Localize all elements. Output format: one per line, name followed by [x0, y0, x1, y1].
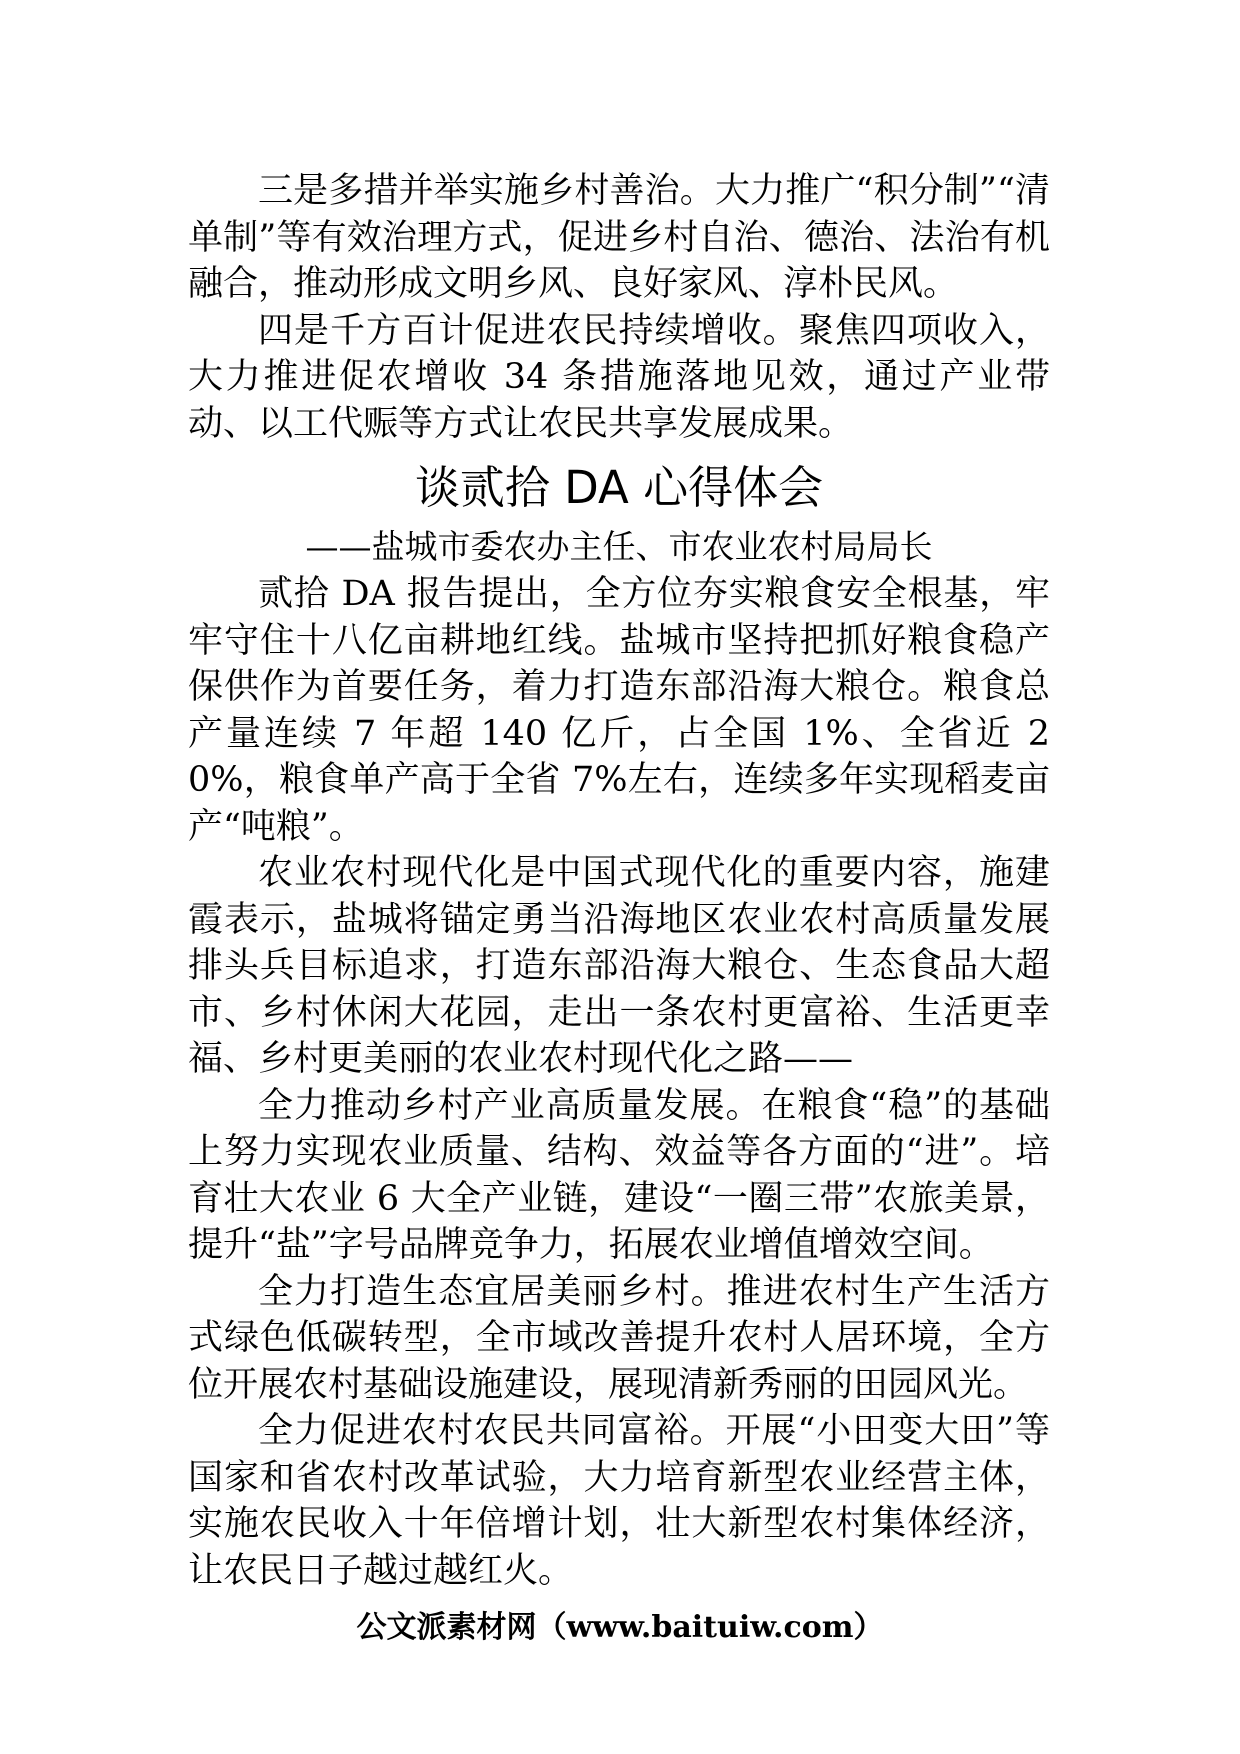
body-paragraph: 全力推动乡村产业高质量发展。在粮食“稳”的基础上努力实现农业质量、结构、效益等各方面的“进”。培育壮大农业 6 大全产业链，建设“一圈三带”农旅美景，提升“盐”字号品牌竞争力，拓展农业增值增效空间。: [188, 1085, 1050, 1265]
body-paragraph: 全力促进农村农民共同富裕。开展“小田变大田”等国家和省农村改革试验，大力培育新型农业经营主体，实施农民收入十年倍增计划，壮大新型农村集体经济，让农民日子越过越红火。: [188, 1411, 1050, 1591]
footer-watermark-text: 公文派素材网（www.baituiw.com）: [356, 1610, 884, 1645]
intro-paragraph: 四是千方百计促进农民持续增收。聚焦四项收入，大力推进促农增收 34 条措施落地见效，通过产业带动、以工代赈等方式让农民共享发展成果。: [188, 310, 1050, 444]
body-paragraph: 贰拾 DA 报告提出，全方位夯实粮食安全根基，牢牢守住十八亿亩耕地红线。盐城市坚持把抓好粮食稳产保供作为首要任务，着力打造东部沿海大粮仓。粮食总产量连续 7 年超 140 亿斤，占全国 1%、全省近 20%，粮食单产高于全省 7%左右，连续多年实现稻麦亩产“吨粮”。: [188, 574, 1050, 847]
body-paragraph: 全力打造生态宜居美丽乡村。推进农村生产生活方式绿色低碳转型，全市域改善提升农村人居环境，全方位开展农村基础设施建设，展现清新秀丽的田园风光。: [188, 1271, 1050, 1405]
intro-paragraph: 三是多措并举实施乡村善治。大力推广“积分制”“清单制”等有效治理方式，促进乡村自治、德治、法治有机融合，推动形成文明乡风、良好家风、淳朴民风。: [188, 171, 1050, 304]
document-body: [188, 168, 1050, 1594]
article-subtitle: ——盐城市委农办主任、市农业农村局局长: [305, 527, 933, 566]
article-title: 谈贰拾 DA 心得体会: [414, 461, 824, 514]
body-paragraph: 农业农村现代化是中国式现代化的重要内容，施建霞表示，盐城将锚定勇当沿海地区农业农村高质量发展排头兵目标追求，打造东部沿海大粮仓、生态食品大超市、乡村休闲大花园，走出一条农村更富裕、生活更幸福、乡村更美丽的农业农村现代化之路——: [188, 853, 1050, 1079]
